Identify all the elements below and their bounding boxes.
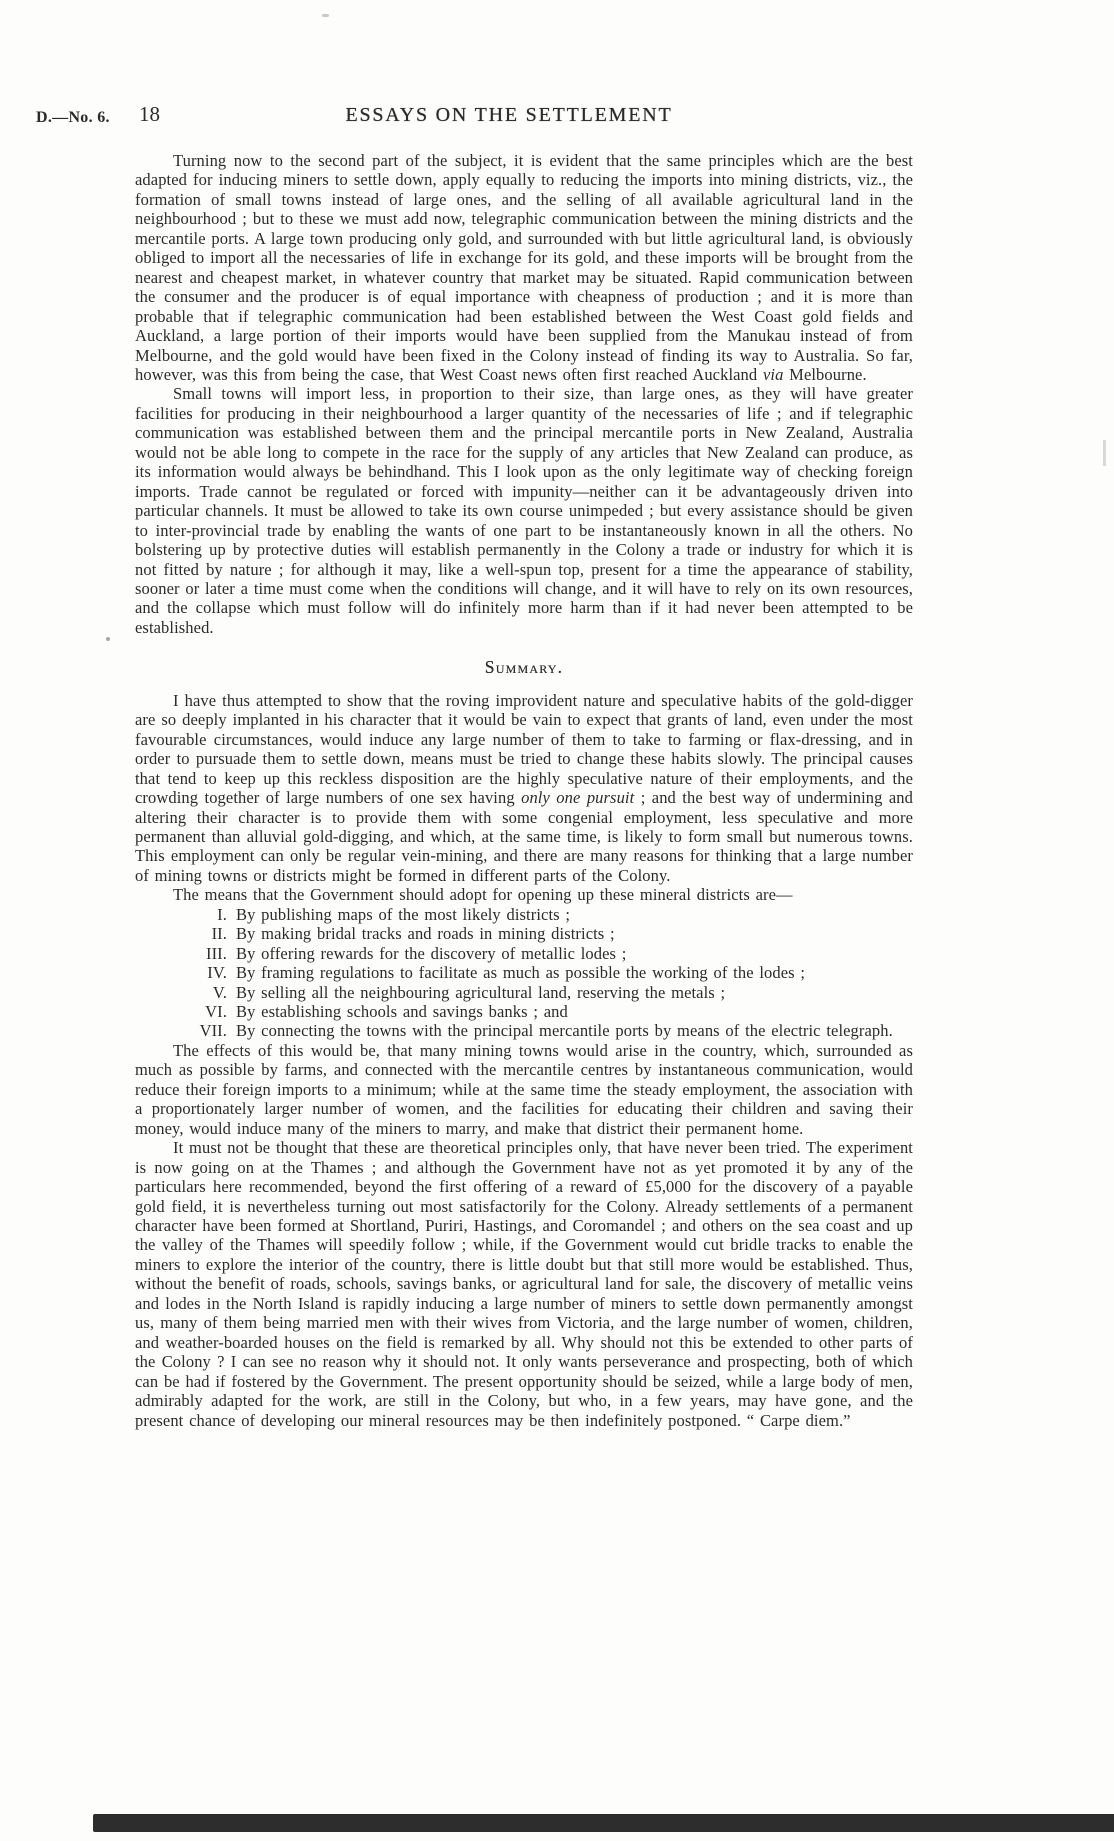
essay-body: [135, 151, 913, 1430]
list-item-numeral: VII.: [199, 1021, 227, 1041]
italic-text-run: only one pursuit: [521, 788, 635, 808]
paragraph-summary: [135, 691, 913, 886]
text-run: I have thus attempted to show that the roving improvident nature and speculative habits of the gold-digger are so deeply implanted in his character that it would be vain to expect that grants of land, even under the most favourable circumstances, would induce any large number of them to take to farming or flax-dressing, and in order to pursuade them to settle down, means must be tried to change these habits slowly. The principal causes that tend to keep up this reckless disposition are the highly speculative nature of their employments, and the crowding together of large numbers of one sex having: [135, 690, 913, 808]
paragraph-small-towns: Small towns will import less, in proportion to their size, than large ones, as they will have greater facilities for producing in their neighbourhood a larger quantity of the necessaries of life ; and if telegraphic communication was established between them and the principal mercantile ports in New Zealand, Australia would not be able long to compete in the race for the supply of any articles that New Zealand can produce, as its information would always be behindhand. This I look upon as the only legitimate way of checking foreign imports. Trade cannot be regulated or forced with impunity—neither can it be advantageously driven into particular channels. It must be allowed to take its own course unimpeded ; but every assistance should be given to inter-provincial trade by enabling the wants of one part to be instantaneously known in all the others. No bolstering up by protective duties will establish permanently in the Colony a trade or industry for which it is not fitted by nature ; for although it may, like a well-spun top, present for a time the appearance of stability, sooner or later a time must come when the conditions will change, and it will have to rely on its own resources, and the collapse which must follow will do infinitely more harm than if it had never been attempted to be established.: [135, 384, 913, 637]
list-item-numeral: V.: [212, 982, 227, 1002]
list-item: [135, 905, 913, 924]
list-item-text: By establishing schools and savings banks ; and: [236, 1002, 568, 1022]
page-number: 18: [139, 102, 160, 126]
list-item-numeral: III.: [205, 943, 227, 963]
list-item-numeral: II.: [211, 924, 227, 944]
list-item-text: By publishing maps of the most likely districts ;: [236, 904, 571, 924]
text-run: ; and the best way of undermining and altering their character is to provide them with some congenial employment, less speculative and more permanent than alluvial gold-digging, and which, at the same time, is likely to form small but numerous towns. This employment can only be regular vein-mining, and there are many reasons for thinking that a large number of mining towns or districts might be formed in different parts of the Colony.: [135, 788, 914, 885]
scan-speck: [322, 14, 329, 17]
paragraph-thames: It must not be thought that these are theoretical principles only, that have never been tried. The experiment is now going on at the Thames ; and although the Government have not as yet promoted it by any of the particulars here recommended, beyond the first offering of a reward of £5,000 for the discovery of a payable gold field, it is nevertheless turning out most satisfactorily for the Colony. Already settlements of a permanent character have been formed at Shortland, Puriri, Hastings, and Coromandel ; and others on the sea coast and up the valley of the Thames will speedily follow ; while, if the Government would cut bridle tracks to enable the miners to explore the interior of the country, there is little doubt but that still more would be established. Thus, without the benefit of roads, schools, savings banks, or agricultural land for sale, the discovery of metallic veins and lodes in the North Island is rapidly inducing a large number of miners to settle down permanently amongst us, many of them being married men with their wives from Victoria, and the large number of women, children, and weather-boarded houses on the field is remarked by all. Why should not this be extended to other parts of the Colony ? I can see no reason why it should not. It only wants perseverance and prospecting, both of which can be had if fostered by the Government. The present opportunity should be seized, while a large body of men, admirably adapted for the work, are still in the Colony, but who, in a few years, may have gone, and the present chance of developing our mineral resources may be then indefinitely postponed. “ Carpe diem.”: [135, 1138, 913, 1430]
scan-speck: [1103, 440, 1106, 466]
text-run: Melbourne.: [783, 364, 867, 384]
list-item-text: By connecting the towns with the principal mercantile ports by means of the electric telegraph.: [236, 1021, 893, 1041]
list-item-text: By selling all the neighbouring agricultural land, reserving the metals ;: [236, 982, 726, 1002]
document-reference: D.—No. 6.: [36, 109, 110, 126]
page-title: ESSAYS ON THE SETTLEMENT: [345, 104, 673, 126]
summary-heading: Summary.: [484, 657, 564, 678]
list-item: [135, 1002, 913, 1021]
list-item-text: By making bridal tracks and roads in mining districts ;: [236, 924, 615, 944]
text-run: Turning now to the second part of the subject, it is evident that the same principles which are the best adapted for inducing miners to settle down, apply equally to reducing the imports into mining districts, viz., the formation of small towns instead of large ones, and the selling of all available agricultural land in the neighbourhood ; but to these we must add now, telegraphic communication between the mining districts and the mercantile ports. A large town producing only gold, and surrounded with but little agricultural land, is obviously obliged to import all the necessaries of life in exchange for its gold, and these imports will be brought from the nearest and cheapest market, in whatever country that market may be situated. Rapid communication between the consumer and the producer is of equal importance with cheapness of production ; and it is more than probable that if telegraphic communication had been established between the West Coast gold fields and Auckland, a large portion of their imports would have been supplied from the Manukau instead of from Melbourne, and the gold would have been fixed in the Colony instead of finding its way to Australia. So far, however, was this from being the case, that West Coast news often first reached Auckland: [135, 151, 913, 384]
list-item-numeral: VI.: [205, 1002, 227, 1022]
list-item: [135, 963, 913, 982]
italic-text-run: via: [762, 364, 784, 384]
paragraph-means-intro: The means that the Government should adopt for opening up these mineral districts are—: [173, 885, 793, 905]
scan-speck: [106, 637, 110, 641]
paragraph-turning-now: [135, 151, 913, 384]
list-item: [135, 1021, 913, 1040]
paragraph-effects: The effects of this would be, that many mining towns would arise in the country, which, surrounded as much as possible by farms, and connected with the mercantile centres by instantaneous communication, would reduce their foreign imports to a minimum; while at the same time the steady employment, the association with a proportionately larger number of women, and the facilities for educating their children and saving their money, would induce many of the miners to marry, and make that district their permanent home.: [135, 1040, 913, 1138]
list-item: [135, 983, 913, 1002]
list-item: [135, 944, 913, 963]
list-item-numeral: I.: [217, 904, 227, 924]
list-item-text: By offering rewards for the discovery of metallic lodes ;: [236, 943, 627, 963]
means-list: [135, 905, 913, 1041]
list-item: [135, 924, 913, 943]
list-item-numeral: IV.: [207, 963, 227, 983]
scan-edge-artifact: [93, 1814, 1114, 1832]
list-item-text: By framing regulations to facilitate as much as possible the working of the lodes ;: [236, 963, 806, 983]
